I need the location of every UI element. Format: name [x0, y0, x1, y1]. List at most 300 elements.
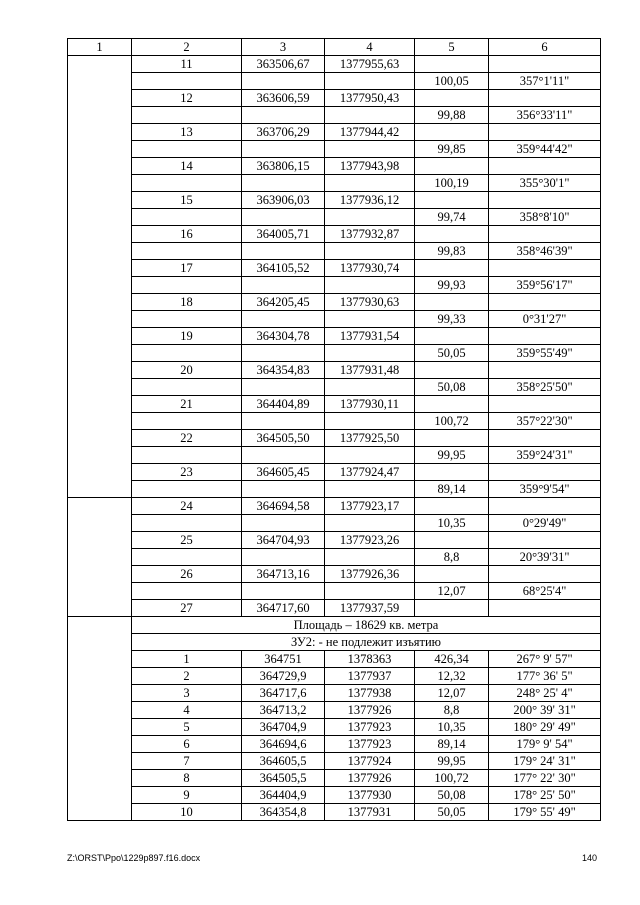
- table-row: [68, 56, 601, 73]
- coordinate-x-cell: [242, 107, 325, 124]
- column-1-cell: [68, 328, 132, 345]
- table-body: [68, 56, 601, 821]
- coordinate-y-cell: 1377923,26: [325, 532, 415, 549]
- column-1-cell: [68, 192, 132, 209]
- angle-cell: 358°25'50": [489, 379, 601, 396]
- coordinate-x-cell: 363906,03: [242, 192, 325, 209]
- table-row: [68, 481, 601, 498]
- angle-cell: [489, 90, 601, 107]
- angle-cell: 20°39'31": [489, 549, 601, 566]
- coordinate-x-cell: 364404,9: [242, 787, 325, 804]
- column-1-cell: [68, 345, 132, 362]
- table-row: [68, 770, 601, 787]
- column-1-cell: [68, 141, 132, 158]
- column-1-cell: [68, 532, 132, 549]
- column-1-cell: [68, 481, 132, 498]
- coordinate-y-cell: [325, 141, 415, 158]
- coordinate-x-cell: 363806,15: [242, 158, 325, 175]
- angle-cell: 359°56'17": [489, 277, 601, 294]
- point-number-cell: 23: [132, 464, 242, 481]
- column-1-cell: [68, 430, 132, 447]
- coordinate-x-cell: [242, 311, 325, 328]
- distance-cell: [415, 566, 489, 583]
- coordinate-y-cell: 1377937,59: [325, 600, 415, 617]
- coordinate-y-cell: [325, 277, 415, 294]
- distance-cell: 99,85: [415, 141, 489, 158]
- angle-cell: 357°1'11": [489, 73, 601, 90]
- coordinate-x-cell: 363506,67: [242, 56, 325, 73]
- table-row: [68, 430, 601, 447]
- coordinate-y-cell: 1377950,43: [325, 90, 415, 107]
- coordinate-x-cell: [242, 549, 325, 566]
- point-number-cell: 8: [132, 770, 242, 787]
- table-row: [68, 787, 601, 804]
- point-number-cell: 12: [132, 90, 242, 107]
- angle-cell: [489, 56, 601, 73]
- coordinate-x-cell: 364505,50: [242, 430, 325, 447]
- table-row: [68, 600, 601, 617]
- distance-cell: [415, 498, 489, 515]
- distance-cell: 100,05: [415, 73, 489, 90]
- table-row: [68, 226, 601, 243]
- coordinate-x-cell: 364354,8: [242, 804, 325, 821]
- table-row: [68, 413, 601, 430]
- table-row: [68, 651, 601, 668]
- coordinate-x-cell: 364304,78: [242, 328, 325, 345]
- column-1-cell: [68, 362, 132, 379]
- angle-cell: [489, 464, 601, 481]
- angle-cell: 0°29'49": [489, 515, 601, 532]
- coordinate-x-cell: [242, 515, 325, 532]
- coordinate-y-cell: 1377943,98: [325, 158, 415, 175]
- point-number-cell: 27: [132, 600, 242, 617]
- point-number-cell: 9: [132, 787, 242, 804]
- table-row: [68, 804, 601, 821]
- coordinate-y-cell: 1377924: [325, 753, 415, 770]
- coordinate-y-cell: [325, 379, 415, 396]
- distance-cell: 12,32: [415, 668, 489, 685]
- coordinate-y-cell: 1377923: [325, 719, 415, 736]
- header-cell: 6: [489, 39, 601, 56]
- column-1-cell: [68, 413, 132, 430]
- column-1-cell: [68, 566, 132, 583]
- table-row: [68, 702, 601, 719]
- distance-cell: [415, 56, 489, 73]
- coordinate-x-cell: 364694,6: [242, 736, 325, 753]
- angle-cell: 200° 39' 31": [489, 702, 601, 719]
- table-row: [68, 549, 601, 566]
- angle-cell: [489, 396, 601, 413]
- coordinate-x-cell: [242, 175, 325, 192]
- coordinate-y-cell: 1377923,17: [325, 498, 415, 515]
- distance-cell: 10,35: [415, 719, 489, 736]
- distance-cell: 99,74: [415, 209, 489, 226]
- coordinate-y-cell: [325, 549, 415, 566]
- coordinate-y-cell: 1377955,63: [325, 56, 415, 73]
- coordinate-y-cell: [325, 515, 415, 532]
- coordinate-x-cell: 364205,45: [242, 294, 325, 311]
- zu2-title-cell: ЗУ2: - не подлежит изъятию: [132, 634, 601, 651]
- coordinate-y-cell: [325, 175, 415, 192]
- column-1-cell: [68, 379, 132, 396]
- table-row: [68, 668, 601, 685]
- header-cell: 1: [68, 39, 132, 56]
- distance-cell: [415, 124, 489, 141]
- point-number-cell: 21: [132, 396, 242, 413]
- column-1-cell: [68, 702, 132, 719]
- point-number-cell: [132, 243, 242, 260]
- angle-cell: 359°55'49": [489, 345, 601, 362]
- point-number-cell: [132, 311, 242, 328]
- coordinate-y-cell: 1377931: [325, 804, 415, 821]
- angle-cell: 357°22'30": [489, 413, 601, 430]
- header-cell: 3: [242, 39, 325, 56]
- point-number-cell: [132, 447, 242, 464]
- point-number-cell: 22: [132, 430, 242, 447]
- angle-cell: 356°33'11": [489, 107, 601, 124]
- point-number-cell: [132, 73, 242, 90]
- point-number-cell: [132, 209, 242, 226]
- column-1-cell: [68, 294, 132, 311]
- column-1-cell: [68, 124, 132, 141]
- column-1-cell: [68, 396, 132, 413]
- angle-cell: [489, 124, 601, 141]
- coordinate-x-cell: 364404,89: [242, 396, 325, 413]
- coordinate-x-cell: [242, 209, 325, 226]
- column-1-cell: [68, 515, 132, 532]
- distance-cell: 10,35: [415, 515, 489, 532]
- coordinate-y-cell: 1377930,63: [325, 294, 415, 311]
- table-row: [68, 464, 601, 481]
- angle-cell: 359°24'31": [489, 447, 601, 464]
- coordinate-y-cell: 1377936,12: [325, 192, 415, 209]
- table-row: [68, 311, 601, 328]
- point-number-cell: 14: [132, 158, 242, 175]
- point-number-cell: 5: [132, 719, 242, 736]
- table-row: [68, 294, 601, 311]
- column-1-cell: [68, 668, 132, 685]
- distance-cell: 50,08: [415, 787, 489, 804]
- table-row: [68, 73, 601, 90]
- coordinate-y-cell: 1377931,54: [325, 328, 415, 345]
- table-row: [68, 209, 601, 226]
- coordinate-y-cell: [325, 447, 415, 464]
- angle-cell: [489, 498, 601, 515]
- distance-cell: [415, 192, 489, 209]
- angle-cell: 179° 55' 49": [489, 804, 601, 821]
- header-cell: 2: [132, 39, 242, 56]
- column-1-cell: [68, 107, 132, 124]
- distance-cell: 99,88: [415, 107, 489, 124]
- table-row: [68, 685, 601, 702]
- coordinate-y-cell: 1377937: [325, 668, 415, 685]
- coordinate-x-cell: 364505,5: [242, 770, 325, 787]
- table-row: [68, 396, 601, 413]
- coordinate-y-cell: 1377930,74: [325, 260, 415, 277]
- coordinate-y-cell: 1377944,42: [325, 124, 415, 141]
- coordinate-x-cell: 364713,2: [242, 702, 325, 719]
- column-1-cell: [68, 634, 132, 651]
- distance-cell: [415, 430, 489, 447]
- angle-cell: [489, 532, 601, 549]
- angle-cell: 178° 25' 50": [489, 787, 601, 804]
- coordinate-x-cell: 364605,5: [242, 753, 325, 770]
- coordinate-x-cell: 364704,9: [242, 719, 325, 736]
- coordinate-x-cell: 364713,16: [242, 566, 325, 583]
- distance-cell: 100,19: [415, 175, 489, 192]
- column-1-cell: [68, 311, 132, 328]
- table-row: [68, 277, 601, 294]
- point-number-cell: [132, 413, 242, 430]
- point-number-cell: [132, 481, 242, 498]
- angle-cell: [489, 226, 601, 243]
- point-number-cell: 7: [132, 753, 242, 770]
- header-cell: 5: [415, 39, 489, 56]
- table-row: [68, 515, 601, 532]
- table-row: [68, 634, 601, 651]
- distance-cell: 426,34: [415, 651, 489, 668]
- angle-cell: [489, 260, 601, 277]
- distance-cell: [415, 294, 489, 311]
- point-number-cell: [132, 379, 242, 396]
- column-1-cell: [68, 56, 132, 73]
- column-1-cell: [68, 787, 132, 804]
- angle-cell: 267° 9' 57": [489, 651, 601, 668]
- point-number-cell: 18: [132, 294, 242, 311]
- coordinate-y-cell: 1377925,50: [325, 430, 415, 447]
- table-row: [68, 753, 601, 770]
- angle-cell: 177° 22' 30": [489, 770, 601, 787]
- distance-cell: 89,14: [415, 481, 489, 498]
- point-number-cell: 3: [132, 685, 242, 702]
- coordinate-y-cell: 1377926: [325, 702, 415, 719]
- column-1-cell: [68, 736, 132, 753]
- column-1-cell: [68, 277, 132, 294]
- distance-cell: 50,05: [415, 345, 489, 362]
- point-number-cell: 2: [132, 668, 242, 685]
- table-row: [68, 566, 601, 583]
- column-1-cell: [68, 685, 132, 702]
- point-number-cell: 15: [132, 192, 242, 209]
- point-number-cell: 26: [132, 566, 242, 583]
- point-number-cell: 4: [132, 702, 242, 719]
- coordinate-x-cell: [242, 243, 325, 260]
- column-1-cell: [68, 651, 132, 668]
- distance-cell: 99,33: [415, 311, 489, 328]
- table-row: [68, 532, 601, 549]
- table-row: [68, 719, 601, 736]
- distance-cell: [415, 226, 489, 243]
- column-1-cell: [68, 175, 132, 192]
- column-1-cell: [68, 90, 132, 107]
- distance-cell: 99,95: [415, 753, 489, 770]
- coordinate-x-cell: 364605,45: [242, 464, 325, 481]
- coordinate-x-cell: 364751: [242, 651, 325, 668]
- point-number-cell: 24: [132, 498, 242, 515]
- table-row: [68, 328, 601, 345]
- distance-cell: 99,95: [415, 447, 489, 464]
- column-1-cell: [68, 753, 132, 770]
- angle-cell: [489, 600, 601, 617]
- coordinate-y-cell: 1377930: [325, 787, 415, 804]
- coordinate-x-cell: [242, 481, 325, 498]
- coordinate-x-cell: 363606,59: [242, 90, 325, 107]
- distance-cell: 12,07: [415, 685, 489, 702]
- point-number-cell: 6: [132, 736, 242, 753]
- distance-cell: [415, 532, 489, 549]
- point-number-cell: [132, 141, 242, 158]
- angle-cell: [489, 430, 601, 447]
- point-number-cell: 20: [132, 362, 242, 379]
- coordinate-x-cell: 364704,93: [242, 532, 325, 549]
- table-row: [68, 192, 601, 209]
- coordinate-x-cell: [242, 379, 325, 396]
- table-row: [68, 260, 601, 277]
- distance-cell: [415, 158, 489, 175]
- coordinate-x-cell: [242, 345, 325, 362]
- coordinate-y-cell: [325, 73, 415, 90]
- table-row: [68, 379, 601, 396]
- table-row: [68, 362, 601, 379]
- point-number-cell: 16: [132, 226, 242, 243]
- table-row: [68, 498, 601, 515]
- coordinate-x-cell: 364005,71: [242, 226, 325, 243]
- distance-cell: [415, 362, 489, 379]
- coordinate-x-cell: [242, 413, 325, 430]
- column-1-cell: [68, 770, 132, 787]
- column-1-cell: [68, 600, 132, 617]
- angle-cell: 248° 25' 4": [489, 685, 601, 702]
- angle-cell: 68°25'4": [489, 583, 601, 600]
- column-1-cell: [68, 226, 132, 243]
- column-1-cell: [68, 447, 132, 464]
- column-1-cell: [68, 583, 132, 600]
- distance-cell: 8,8: [415, 702, 489, 719]
- angle-cell: 359°44'42": [489, 141, 601, 158]
- column-1-cell: [68, 209, 132, 226]
- coordinate-x-cell: 363706,29: [242, 124, 325, 141]
- angle-cell: 179° 24' 31": [489, 753, 601, 770]
- angle-cell: [489, 192, 601, 209]
- point-number-cell: [132, 175, 242, 192]
- table-row: [68, 90, 601, 107]
- coordinate-y-cell: [325, 243, 415, 260]
- column-1-cell: [68, 498, 132, 515]
- coordinate-x-cell: 364717,6: [242, 685, 325, 702]
- table-row: [68, 175, 601, 192]
- distance-cell: [415, 260, 489, 277]
- coordinate-y-cell: 1377923: [325, 736, 415, 753]
- angle-cell: 355°30'1": [489, 175, 601, 192]
- footer-page-number: 140: [582, 853, 598, 863]
- table-row: [68, 158, 601, 175]
- coordinate-x-cell: [242, 277, 325, 294]
- coordinate-y-cell: [325, 413, 415, 430]
- coordinate-y-cell: 1377932,87: [325, 226, 415, 243]
- distance-cell: [415, 328, 489, 345]
- angle-cell: 359°9'54": [489, 481, 601, 498]
- coordinate-y-cell: 1377930,11: [325, 396, 415, 413]
- column-1-cell: [68, 260, 132, 277]
- angle-cell: [489, 158, 601, 175]
- coordinate-x-cell: 364729,9: [242, 668, 325, 685]
- column-1-cell: [68, 464, 132, 481]
- column-1-cell: [68, 158, 132, 175]
- footer-file-path: Z:\ORST\Ppo\1229p897.f16.docx: [67, 853, 201, 863]
- point-number-cell: [132, 549, 242, 566]
- coordinate-y-cell: 1377926: [325, 770, 415, 787]
- distance-cell: [415, 464, 489, 481]
- coordinate-y-cell: 1377938: [325, 685, 415, 702]
- distance-cell: 50,08: [415, 379, 489, 396]
- point-number-cell: 17: [132, 260, 242, 277]
- point-number-cell: [132, 107, 242, 124]
- distance-cell: 100,72: [415, 770, 489, 787]
- column-1-cell: [68, 243, 132, 260]
- distance-cell: [415, 600, 489, 617]
- distance-cell: 8,8: [415, 549, 489, 566]
- distance-cell: 100,72: [415, 413, 489, 430]
- point-number-cell: 11: [132, 56, 242, 73]
- column-1-cell: [68, 73, 132, 90]
- distance-cell: 89,14: [415, 736, 489, 753]
- table-row: [68, 141, 601, 158]
- column-1-cell: [68, 804, 132, 821]
- header-cell: 4: [325, 39, 415, 56]
- distance-cell: 50,05: [415, 804, 489, 821]
- coordinate-y-cell: 1377926,36: [325, 566, 415, 583]
- coordinate-y-cell: [325, 583, 415, 600]
- table-row: [68, 345, 601, 362]
- point-number-cell: 25: [132, 532, 242, 549]
- coordinate-x-cell: 364717,60: [242, 600, 325, 617]
- coordinate-y-cell: [325, 345, 415, 362]
- coordinate-x-cell: [242, 583, 325, 600]
- angle-cell: 180° 29' 49": [489, 719, 601, 736]
- coordinate-x-cell: [242, 73, 325, 90]
- coordinate-x-cell: 364105,52: [242, 260, 325, 277]
- coordinate-y-cell: 1378363: [325, 651, 415, 668]
- point-number-cell: [132, 515, 242, 532]
- coordinates-table: [67, 38, 601, 821]
- coordinate-y-cell: [325, 311, 415, 328]
- column-1-cell: [68, 617, 132, 634]
- coordinate-x-cell: 364694,58: [242, 498, 325, 515]
- table-row: [68, 736, 601, 753]
- angle-cell: [489, 328, 601, 345]
- angle-cell: [489, 294, 601, 311]
- header-row: [68, 39, 601, 56]
- coordinate-y-cell: 1377931,48: [325, 362, 415, 379]
- column-1-cell: [68, 719, 132, 736]
- table-row: [68, 124, 601, 141]
- coordinate-y-cell: [325, 481, 415, 498]
- coordinate-x-cell: 364354,83: [242, 362, 325, 379]
- coordinate-y-cell: 1377924,47: [325, 464, 415, 481]
- coordinate-y-cell: [325, 209, 415, 226]
- point-number-cell: [132, 583, 242, 600]
- table-row: [68, 107, 601, 124]
- angle-cell: 177° 36' 5": [489, 668, 601, 685]
- angle-cell: [489, 362, 601, 379]
- distance-cell: 12,07: [415, 583, 489, 600]
- table-row: [68, 617, 601, 634]
- coordinate-x-cell: [242, 141, 325, 158]
- coordinate-y-cell: [325, 107, 415, 124]
- point-number-cell: 1: [132, 651, 242, 668]
- distance-cell: 99,93: [415, 277, 489, 294]
- angle-cell: 179° 9' 54": [489, 736, 601, 753]
